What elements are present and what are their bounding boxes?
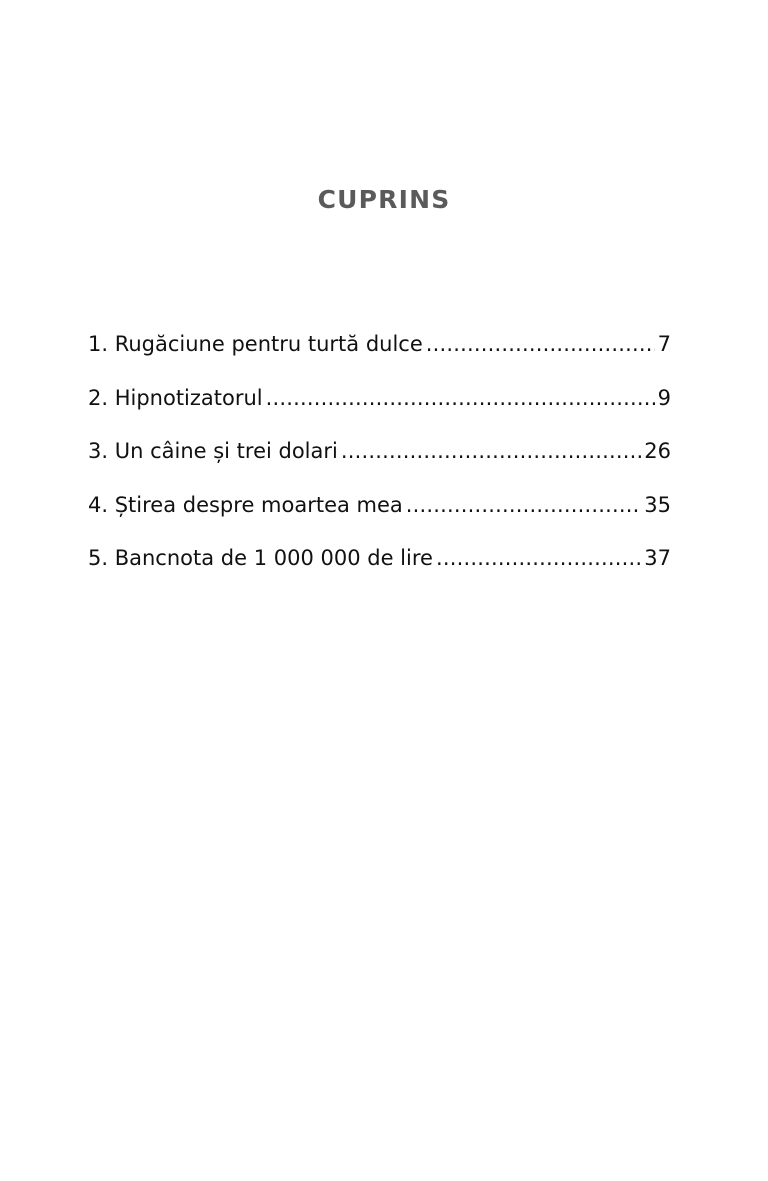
toc-entry-page: 35 xyxy=(644,492,671,517)
dot-leader xyxy=(406,487,641,523)
dot-leader xyxy=(426,326,655,362)
page-title: CUPRINS xyxy=(317,185,451,214)
toc-entry-label: 1. Rugăciune pentru turtă dulce xyxy=(88,332,423,356)
toc-entry-page: 26 xyxy=(644,439,671,463)
toc-entry xyxy=(88,487,671,541)
toc-entry-label: 3. Un câine și trei dolari xyxy=(88,439,338,463)
toc-entry-label: 2. Hipnotizatorul xyxy=(88,385,263,410)
toc-entry xyxy=(88,380,671,434)
toc-entry xyxy=(88,433,671,487)
toc-entry-label: 4. Știrea despre moartea mea xyxy=(88,492,403,517)
toc-entry xyxy=(88,326,671,380)
toc-entry-page: 37 xyxy=(644,546,671,570)
table-of-contents xyxy=(88,326,671,594)
toc-entry-page: 7 xyxy=(657,332,671,356)
toc-entry xyxy=(88,540,671,594)
dot-leader xyxy=(341,433,641,469)
toc-entry-label: 5. Bancnota de 1 000 000 de lire xyxy=(88,546,433,570)
toc-entry-page: 9 xyxy=(657,385,671,410)
dot-leader xyxy=(436,540,641,576)
dot-leader xyxy=(266,380,655,416)
